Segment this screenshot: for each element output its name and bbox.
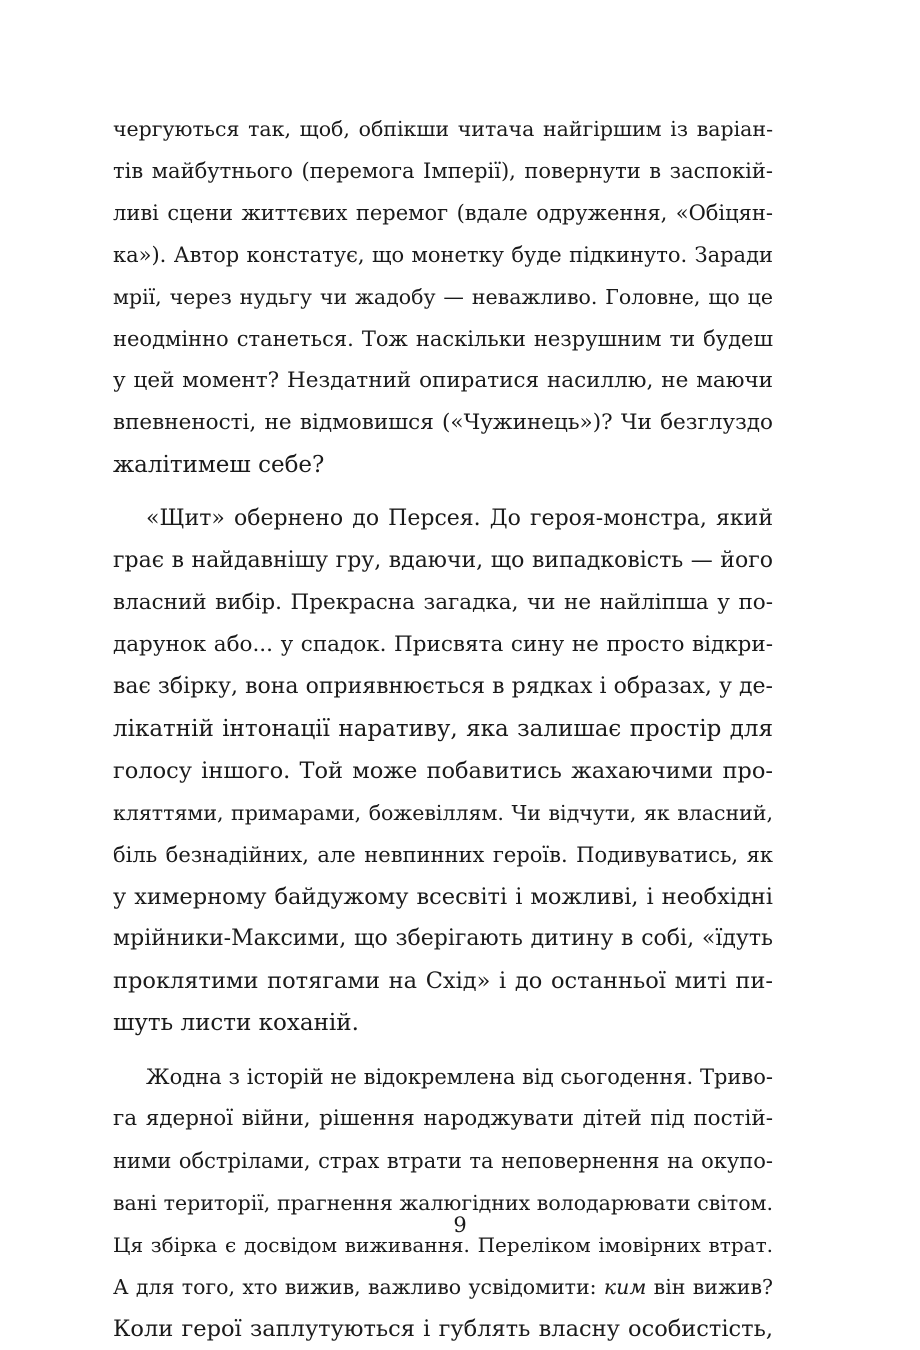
paragraph-gap (113, 486, 773, 498)
text-line: вані території, прагнення жалюгідних володарювати світом. (113, 1191, 773, 1215)
text-line: власний вибір. Прекрасна загадка, чи не найліпша у по- (113, 590, 773, 615)
text-line: ває збірку, вона оприявнюється в рядках і образах, у де- (113, 674, 773, 699)
text-line: Коли герої заплутуються і гублять власну особистість, (113, 1316, 773, 1342)
text-line: лікатній інтонації наративу, яка залишає простір для (113, 716, 773, 742)
text-line: тів майбутнього (перемога Імперії), повернути в заспокій- (113, 159, 773, 183)
text-line: шуть листи коханій. (113, 1010, 359, 1036)
text-line: біль безнадійних, але невпинних героїв. Подивуватись, як (113, 843, 773, 867)
text-line: ка»). Автор констатує, що монетку буде підкинуто. Заради (113, 243, 773, 267)
text-line: впевненості, не відмовишся («Чужинець»)? Чи безглуздо (113, 410, 773, 435)
text-line: грає в найдавнішу гру, вдаючи, що випадковість — його (113, 548, 773, 573)
text-line: жалітимеш себе? (113, 452, 325, 478)
text-line: у химерному байдужому всесвіті і можливі, і необхідні (113, 884, 773, 910)
body-text (113, 108, 773, 1350)
text-line: кляттями, примарами, божевіллям. Чи відчути, як власний, (113, 801, 773, 825)
text-line: голосу іншого. Той може побавитись жахаючими про- (113, 758, 773, 784)
text-line: мрійники-Максими, що зберігають дитину в собі, «їдуть (113, 926, 773, 951)
text-line: неодмінно станеться. Тож наскільки незрушним ти будеш (113, 327, 773, 351)
text-line: чергуються так, щоб, обпікши читача найгіршим із варіан- (113, 117, 773, 141)
text-line-with-italic (113, 1266, 773, 1308)
text-line: дарунок або... у спадок. Присвята сину не просто відкри- (113, 632, 773, 657)
text-line: «Щит» обернено до Персея. До героя-монстра, який (146, 506, 773, 531)
text-line: ливі сцени життєвих перемог (вдале одруження, «Обіцян- (113, 201, 773, 225)
page-number: 9 (453, 1213, 467, 1237)
text-segment: А для того, хто вижив, важливо усвідомити: (113, 1275, 604, 1299)
text-line: га ядерної війни, рішення народжувати дітей під постій- (113, 1106, 773, 1131)
text-line: у цей момент? Нездатний опиратися насиллю, не маючи (113, 368, 773, 393)
text-line: мрії, через нудьгу чи жадобу — неважливо. Головне, що це (113, 285, 773, 309)
text-line: ними обстрілами, страх втрати та неповернення на окупо- (113, 1149, 773, 1173)
paragraph-gap (113, 1044, 773, 1056)
text-line: Жодна з історій не відокремлена від сьогодення. Триво- (146, 1065, 773, 1089)
italic-word: ким (603, 1275, 647, 1299)
text-line: проклятими потягами на Схід» і до останньої миті пи- (113, 968, 773, 994)
text-segment: він вижив? (646, 1275, 773, 1299)
text-line: Ця збірка є досвідом виживання. Переліком імовірних втрат. (113, 1233, 773, 1257)
